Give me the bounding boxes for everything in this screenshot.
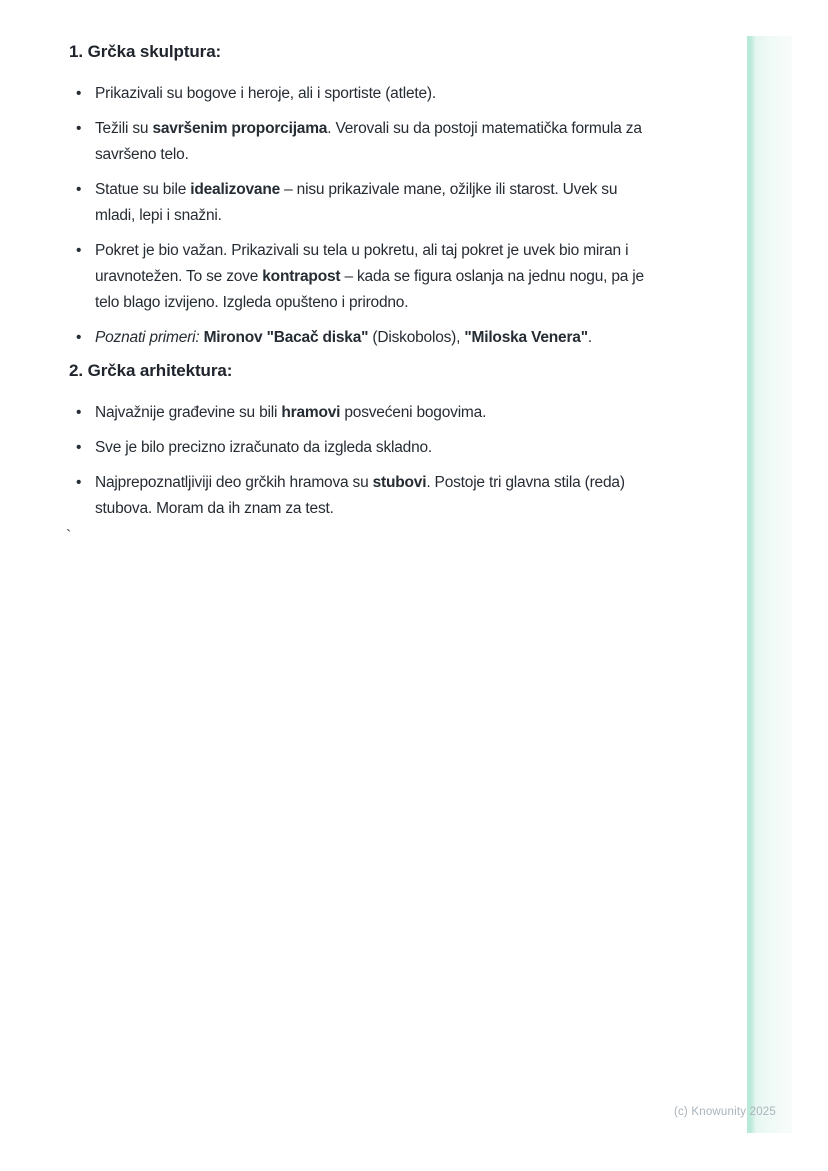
list-item (69, 400, 647, 426)
text-run: hramovi (281, 404, 341, 421)
text-run: . (587, 329, 592, 346)
list-item (69, 470, 647, 522)
text-run: idealizovane (190, 181, 281, 198)
text-run: savršenim proporcijama (152, 120, 328, 137)
text-run: posvećeni bogovima. (340, 404, 487, 421)
list-item (69, 238, 647, 316)
text-run: Sve je bilo precizno izračunato da izgleda skladno. (95, 439, 433, 456)
text-run: Prikazivali su bogove i heroje, ali i sportiste (atlete). (95, 85, 436, 102)
list-item (69, 81, 647, 107)
stray-backtick: ` (66, 528, 72, 545)
text-run: (Diskobolos), (368, 329, 465, 346)
text-run: . Postoje tri glavna stila (reda) stubova. Moram da ih znam za test. (95, 474, 625, 517)
text-run: Mironov "Bacač diska" (203, 329, 369, 346)
copyright-footer: (c) Knowunity 2025 (673, 1106, 776, 1118)
section-2-list (69, 400, 647, 522)
section-1-heading: 1. Grčka skulptura: (69, 42, 222, 61)
text-run: Poznati primeri: (95, 329, 200, 346)
list-item (69, 435, 647, 461)
text-run: Pokret je bio važan. Prikazivali su tela u pokretu, ali taj pokret je uvek bio miran i uravnotežen. To se zove (95, 242, 629, 285)
text-run: stubovi (372, 474, 427, 491)
list-item (69, 116, 647, 168)
text-run: Najprepoznatljiviji deo grčkih hramova su (95, 474, 373, 491)
document-content (69, 41, 647, 531)
text-run: – nisu prikazivale mane, ožiljke ili starost. Uvek su mladi, lepi i snažni. (95, 181, 618, 224)
list-item (69, 325, 647, 351)
list-item (69, 177, 647, 229)
text-run: Najvažnije građevine su bili (95, 404, 282, 421)
section-2-heading: 2. Grčka arhitektura: (69, 361, 233, 380)
text-run: . Verovali su da postoji matematička formula za savršeno telo. (95, 120, 642, 163)
text-run: Statue su bile (95, 181, 191, 198)
accent-stripe (747, 36, 792, 1133)
text-run: Težili su (95, 120, 153, 137)
text-run: "Miloska Venera" (464, 329, 588, 346)
text-run: kontrapost (262, 268, 341, 285)
text-run: – kada se figura oslanja na jednu nogu, pa je telo blago izvijeno. Izgleda opušteno i prirodno. (95, 268, 644, 311)
section-1-list (69, 81, 647, 351)
